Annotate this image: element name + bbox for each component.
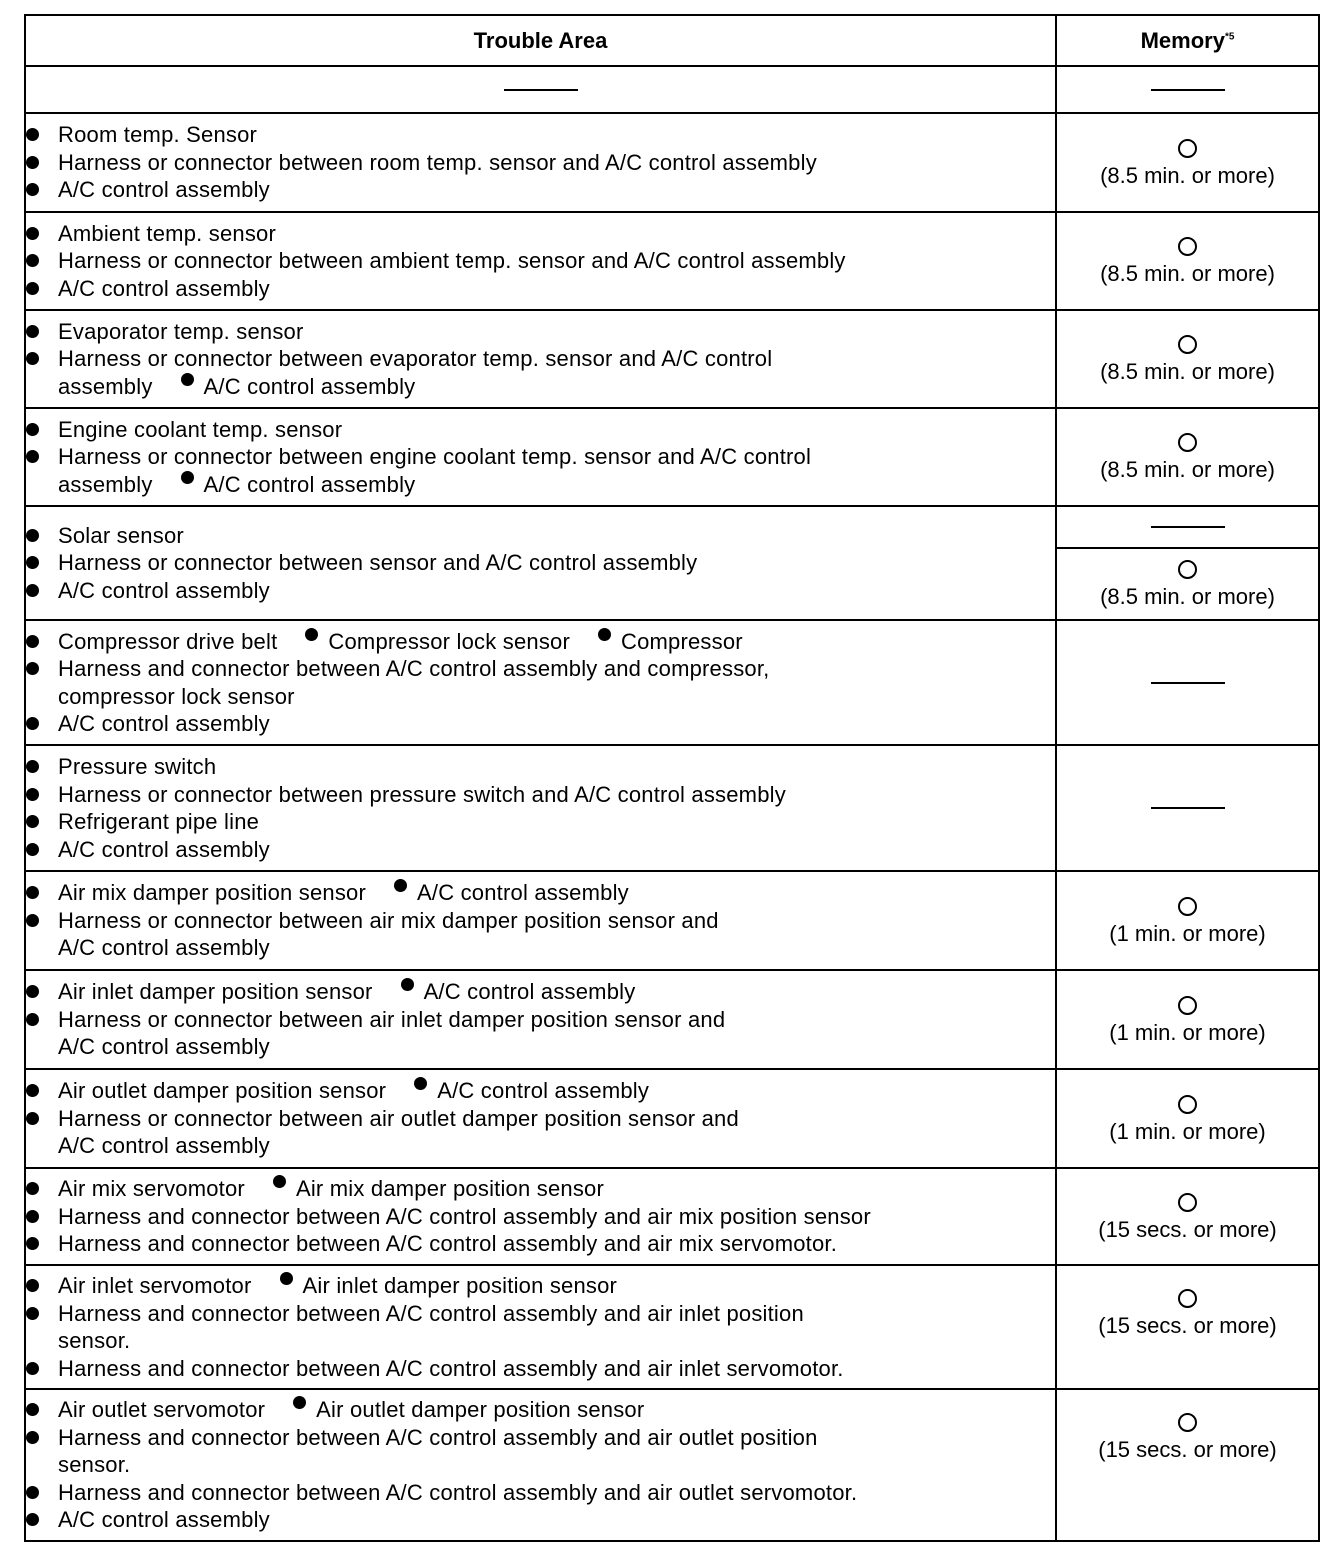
item-text: A/C control assembly xyxy=(58,177,270,203)
bullet-line xyxy=(26,836,1055,864)
bullet-line xyxy=(26,149,1055,177)
table-row xyxy=(25,1069,1319,1168)
bullet-icon xyxy=(26,254,39,267)
item-text: Air mix damper position sensor xyxy=(295,1176,604,1202)
item-text: A/C control assembly xyxy=(58,711,270,736)
bullet-icon xyxy=(394,879,407,892)
item-text: A/C control assembly xyxy=(58,1034,270,1060)
item-text: A/C control assembly xyxy=(423,979,636,1005)
trouble-area-cell xyxy=(25,1265,1056,1389)
bullet-line xyxy=(26,318,1055,346)
trouble-area-cell xyxy=(25,871,1056,970)
item-text: Harness and connector between A/C control assembly and air mix servomotor. xyxy=(58,1231,838,1257)
bullet-line xyxy=(26,416,1055,444)
continuation-line xyxy=(26,1327,1055,1355)
memory-cell xyxy=(1056,970,1319,1069)
bullet-icon xyxy=(26,183,39,196)
trouble-area-cell xyxy=(25,1069,1056,1168)
bullet-line xyxy=(26,907,1055,935)
item-text: Compressor lock sensor xyxy=(328,628,570,654)
bullet-icon xyxy=(181,373,194,386)
item-text: A/C control assembly xyxy=(58,1133,270,1159)
bullet-line xyxy=(26,1396,1055,1424)
item-text: A/C control assembly xyxy=(58,1507,270,1533)
bullet-icon xyxy=(26,423,39,436)
circle-icon xyxy=(1178,237,1197,256)
bullet-icon xyxy=(26,985,39,998)
table-row xyxy=(25,970,1319,1069)
memory-header xyxy=(1056,15,1319,66)
bullet-icon xyxy=(26,914,39,927)
bullet-icon xyxy=(305,628,318,641)
circle-icon xyxy=(1178,139,1197,158)
item-text: A/C control assembly xyxy=(417,880,629,906)
bullet-icon xyxy=(414,1077,427,1090)
dash-mark xyxy=(1151,89,1225,91)
circle-icon xyxy=(1178,1193,1197,1212)
table-row xyxy=(25,212,1319,310)
memory-duration: (8.5 min. or more) xyxy=(1100,457,1275,482)
item-text: Harness and connector between A/C control assembly and air mix position sensor xyxy=(58,1203,871,1229)
memory-cell xyxy=(1056,1168,1319,1265)
table-row xyxy=(25,408,1319,506)
bullet-icon xyxy=(26,635,39,648)
trouble-area-cell xyxy=(25,212,1056,310)
item-text: Ambient temp. sensor xyxy=(58,220,276,246)
bullet-line xyxy=(26,522,1055,550)
bullet-icon xyxy=(26,1237,39,1250)
bullet-icon xyxy=(26,556,39,569)
bullet-line xyxy=(26,443,1055,471)
item-text: A/C control assembly xyxy=(58,577,270,603)
memory-cell xyxy=(1056,212,1319,310)
bullet-icon xyxy=(26,128,39,141)
continuation-line xyxy=(26,373,1055,401)
bullet-icon xyxy=(26,1403,39,1416)
bullet-icon xyxy=(26,282,39,295)
circle-icon xyxy=(1178,560,1197,579)
item-text: Compressor drive belt xyxy=(58,628,278,654)
item-text: assembly xyxy=(58,471,153,497)
memory-cell xyxy=(1056,745,1319,871)
bullet-line xyxy=(26,710,1055,738)
bullet-icon xyxy=(26,352,39,365)
bullet-icon xyxy=(598,628,611,641)
bullet-icon xyxy=(26,662,39,675)
bullet-line xyxy=(26,1479,1055,1507)
item-text: Compressor xyxy=(620,628,743,654)
trouble-area-header xyxy=(25,15,1056,66)
bullet-line xyxy=(26,1300,1055,1328)
continuation-line xyxy=(26,1132,1055,1160)
memory-footnote-mark: *5 xyxy=(1224,31,1235,43)
memory-cell xyxy=(1056,620,1319,745)
bullet-line xyxy=(26,220,1055,248)
memory-cell xyxy=(1056,548,1319,620)
bullet-icon xyxy=(26,1013,39,1026)
continuation-line xyxy=(26,683,1055,711)
continuation-line xyxy=(26,1451,1055,1479)
bullet-icon xyxy=(26,529,39,542)
table-row xyxy=(25,620,1319,745)
trouble-area-header-label: Trouble Area xyxy=(473,27,608,53)
bullet-line xyxy=(26,1006,1055,1034)
bullet-line xyxy=(26,577,1055,605)
bullet-line xyxy=(26,247,1055,275)
bullet-icon xyxy=(26,1182,39,1195)
bullet-icon xyxy=(26,1279,39,1292)
memory-duration: (15 secs. or more) xyxy=(1098,1216,1277,1242)
item-text: Pressure switch xyxy=(58,754,217,779)
item-text: Air inlet servomotor xyxy=(58,1273,252,1298)
memory-duration: (1 min. or more) xyxy=(1109,1019,1266,1045)
bullet-line xyxy=(26,655,1055,683)
item-text: Air inlet damper position sensor xyxy=(302,1273,618,1298)
bullet-line xyxy=(26,628,1055,656)
bullet-icon xyxy=(26,325,39,338)
trouble-area-table xyxy=(24,14,1320,1542)
item-text: Air outlet servomotor xyxy=(58,1397,266,1423)
bullet-icon xyxy=(26,1362,39,1375)
item-text: A/C control assembly xyxy=(58,836,270,862)
table-row xyxy=(25,1265,1319,1389)
item-text: A/C control assembly xyxy=(58,275,270,301)
bullet-icon xyxy=(26,227,39,240)
item-text: Air mix servomotor xyxy=(58,1176,245,1202)
bullet-line xyxy=(26,1105,1055,1133)
bullet-icon xyxy=(26,788,39,801)
bullet-icon xyxy=(26,1513,39,1526)
bullet-line xyxy=(26,1272,1055,1300)
bullet-icon xyxy=(26,1084,39,1097)
item-text: Harness or connector between air outlet damper position sensor and xyxy=(58,1105,739,1131)
bullet-line xyxy=(26,1506,1055,1534)
bullet-icon xyxy=(26,815,39,828)
circle-icon xyxy=(1178,335,1197,354)
dash-mark xyxy=(1151,807,1225,809)
memory-duration: (8.5 min. or more) xyxy=(1100,162,1275,188)
memory-cell xyxy=(1056,1265,1319,1389)
bullet-icon xyxy=(26,717,39,730)
trouble-area-cell xyxy=(25,970,1056,1069)
item-text: compressor lock sensor xyxy=(58,683,295,709)
trouble-area-cell xyxy=(25,408,1056,506)
bullet-icon xyxy=(26,1486,39,1499)
continuation-line xyxy=(26,934,1055,962)
bullet-icon xyxy=(273,1175,286,1188)
bullet-line xyxy=(26,121,1055,149)
circle-icon xyxy=(1178,897,1197,916)
bullet-icon xyxy=(26,886,39,899)
bullet-line xyxy=(26,753,1055,781)
trouble-area-cell xyxy=(25,745,1056,871)
item-text: A/C control assembly xyxy=(203,373,416,399)
bullet-line xyxy=(26,275,1055,303)
circle-icon xyxy=(1178,1095,1197,1114)
bullet-icon xyxy=(401,978,414,991)
memory-duration: (15 secs. or more) xyxy=(1098,1313,1277,1338)
bullet-icon xyxy=(26,1112,39,1125)
memory-duration: (1 min. or more) xyxy=(1109,1118,1266,1144)
trouble-area-cell xyxy=(25,310,1056,408)
bullet-icon xyxy=(280,1272,293,1285)
memory-cell xyxy=(1056,1389,1319,1541)
table-row-blank xyxy=(25,66,1319,113)
item-text: A/C control assembly xyxy=(58,935,270,961)
item-text: Room temp. Sensor xyxy=(58,122,258,148)
item-text: Harness or connector between air inlet damper position sensor and xyxy=(58,1006,726,1032)
item-text: Engine coolant temp. sensor xyxy=(58,416,343,442)
bullet-icon xyxy=(181,471,194,484)
bullet-icon xyxy=(293,1396,306,1409)
item-text: Harness or connector between air mix damper position sensor and xyxy=(58,907,719,933)
bullet-icon xyxy=(26,760,39,773)
item-text: Harness or connector between evaporator temp. sensor and A/C control xyxy=(58,346,773,372)
bullet-icon xyxy=(26,843,39,856)
item-text: Harness and connector between A/C control assembly and compressor, xyxy=(58,656,770,681)
circle-icon xyxy=(1178,1413,1197,1432)
memory-cell xyxy=(1056,66,1319,113)
item-text: sensor. xyxy=(58,1328,131,1353)
item-text: Harness and connector between A/C control assembly and air inlet position xyxy=(58,1300,804,1326)
item-text: assembly xyxy=(58,373,153,399)
trouble-area-cell xyxy=(25,113,1056,212)
continuation-line xyxy=(26,471,1055,499)
item-text: Harness or connector between sensor and A/C control assembly xyxy=(58,550,698,576)
item-text: Air inlet damper position sensor xyxy=(58,979,373,1005)
bullet-line xyxy=(26,1230,1055,1258)
item-text: Air outlet damper position sensor xyxy=(316,1397,645,1423)
item-text: Refrigerant pipe line xyxy=(58,809,260,834)
memory-cell xyxy=(1056,310,1319,408)
table-row xyxy=(25,113,1319,212)
item-text: Harness and connector between A/C control assembly and air outlet servomotor. xyxy=(58,1479,858,1505)
bullet-line xyxy=(26,1355,1055,1383)
bullet-line xyxy=(26,879,1055,907)
item-text: Harness or connector between ambient temp. sensor and A/C control assembly xyxy=(58,248,846,274)
bullet-icon xyxy=(26,156,39,169)
memory-cell xyxy=(1056,408,1319,506)
item-text: A/C control assembly xyxy=(203,471,416,497)
bullet-line xyxy=(26,808,1055,836)
bullet-icon xyxy=(26,584,39,597)
table-row xyxy=(25,871,1319,970)
bullet-line xyxy=(26,549,1055,577)
bullet-line xyxy=(26,781,1055,809)
dash-mark xyxy=(1151,682,1225,684)
memory-cell xyxy=(1056,113,1319,212)
memory-cell xyxy=(1056,871,1319,970)
memory-header-label: Memory xyxy=(1140,27,1225,53)
item-text: Harness or connector between pressure switch and A/C control assembly xyxy=(58,781,786,807)
memory-cell xyxy=(1056,1069,1319,1168)
bullet-icon xyxy=(26,1210,39,1223)
table-row xyxy=(25,506,1319,548)
bullet-icon xyxy=(26,1307,39,1320)
item-text: Solar sensor xyxy=(58,522,184,548)
item-text: A/C control assembly xyxy=(437,1078,650,1104)
item-text: Harness or connector between engine coolant temp. sensor and A/C control xyxy=(58,444,812,470)
trouble-area-cell xyxy=(25,1168,1056,1265)
memory-duration: (1 min. or more) xyxy=(1109,920,1266,946)
table-row xyxy=(25,1168,1319,1265)
table-row xyxy=(25,1389,1319,1541)
item-text: Air mix damper position sensor xyxy=(58,880,367,906)
bullet-line xyxy=(26,1175,1055,1203)
bullet-line xyxy=(26,1203,1055,1231)
circle-icon xyxy=(1178,1289,1197,1308)
trouble-area-cell xyxy=(25,506,1056,620)
item-text: Evaporator temp. sensor xyxy=(58,318,304,344)
bullet-line xyxy=(26,345,1055,373)
table-row xyxy=(25,745,1319,871)
memory-duration: (8.5 min. or more) xyxy=(1100,584,1275,609)
trouble-area-cell xyxy=(25,620,1056,745)
circle-icon xyxy=(1178,996,1197,1015)
dash-mark xyxy=(1151,526,1225,528)
circle-icon xyxy=(1178,433,1197,452)
memory-cell xyxy=(1056,506,1319,548)
memory-duration: (15 secs. or more) xyxy=(1098,1437,1277,1462)
continuation-line xyxy=(26,1033,1055,1061)
item-text: sensor. xyxy=(58,1452,131,1478)
trouble-area-cell xyxy=(25,1389,1056,1541)
table-row xyxy=(25,310,1319,408)
bullet-line xyxy=(26,978,1055,1006)
item-text: Harness or connector between room temp. sensor and A/C control assembly xyxy=(58,149,817,175)
item-text: Harness and connector between A/C control assembly and air outlet position xyxy=(58,1424,818,1450)
bullet-icon xyxy=(26,450,39,463)
item-text: Air outlet damper position sensor xyxy=(58,1078,387,1104)
memory-duration: (8.5 min. or more) xyxy=(1100,359,1275,384)
item-text: Harness and connector between A/C control assembly and air inlet servomotor. xyxy=(58,1355,844,1381)
trouble-area-cell xyxy=(25,66,1056,113)
bullet-line xyxy=(26,1424,1055,1452)
memory-duration: (8.5 min. or more) xyxy=(1100,261,1275,286)
bullet-line xyxy=(26,1077,1055,1105)
bullet-line xyxy=(26,176,1055,204)
dash-mark xyxy=(504,89,578,91)
header-row xyxy=(25,15,1319,66)
bullet-icon xyxy=(26,1431,39,1444)
